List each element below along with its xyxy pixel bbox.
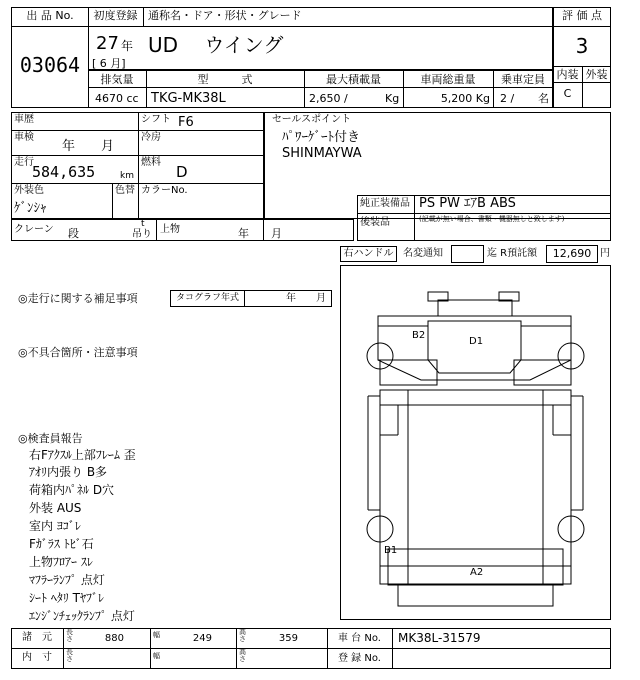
defects-title: ◎不具合箇所・注意事項 bbox=[18, 346, 138, 359]
lot-no-label: 出 品 No. bbox=[26, 9, 74, 22]
shift-label: シフト bbox=[141, 114, 171, 125]
inspection-label: 車検 bbox=[14, 132, 34, 143]
color-change-label: 色替 bbox=[115, 185, 135, 196]
inspector-line: 荷箱内ﾊﾟﾈﾙ D穴 bbox=[29, 483, 115, 497]
name-change-field bbox=[451, 245, 484, 263]
chassis-label: 車 台 No. bbox=[338, 633, 381, 644]
damage-mark: B1 bbox=[384, 545, 398, 556]
capacity-unit: 名 bbox=[538, 92, 549, 105]
inspector-line: Fｶﾞﾗｽ ﾄﾋﾞ石 bbox=[29, 537, 94, 551]
history-label: 車歴 bbox=[14, 114, 34, 125]
dims-label: 諸 元 bbox=[22, 632, 52, 643]
exterior-label: 外装 bbox=[585, 68, 608, 81]
max-load-unit: Kg bbox=[385, 92, 400, 105]
aftermarket-label: 後装品 bbox=[360, 217, 390, 228]
damage-mark: D1 bbox=[469, 336, 484, 347]
crane-label: クレーン bbox=[14, 224, 54, 235]
equip-value: PS PW ｴｱB ABS bbox=[419, 196, 516, 211]
grade-label: 評 価 点 bbox=[562, 9, 602, 22]
fuel-label: 燃料 bbox=[141, 157, 161, 168]
inspector-line: ｼｰﾄ ﾍﾀﾘ Tﾔﾌﾞﾚ bbox=[29, 591, 104, 605]
sales-point-label: セールスポイント bbox=[272, 114, 352, 125]
inspector-line: 右Fｱｸｽﾙ上部ﾌﾚｰﾑ 歪 bbox=[29, 448, 136, 462]
inner-height-label: 高さ bbox=[239, 648, 246, 664]
interior-label: 内装 bbox=[556, 68, 579, 81]
ext-color-label: 外装色 bbox=[14, 185, 44, 196]
fuel-value: D bbox=[176, 163, 188, 181]
inspector-line: 外装 AUS bbox=[29, 501, 82, 515]
width-label: 幅 bbox=[153, 631, 160, 639]
sales-point-line-1: ﾊﾟﾜｰｹﾞｰﾄ付き bbox=[282, 130, 361, 145]
upper-label: 上物 bbox=[160, 224, 180, 235]
driving-title: ◎走行に関する補足事項 bbox=[18, 292, 138, 305]
handle-value: 右ハンドル bbox=[343, 248, 394, 259]
mileage-unit: km bbox=[120, 171, 134, 181]
model-value: TKG-MK38L bbox=[151, 91, 226, 106]
length-value: 880 bbox=[104, 633, 124, 644]
inspector-line: ｴﾝｼﾞﾝﾁｪｯｸﾗﾝﾌﾟ 点灯 bbox=[29, 609, 135, 623]
inspector-line: ﾏﾌﾗｰﾗﾝﾌﾟ 点灯 bbox=[29, 573, 105, 587]
color-no-label: カラーNo. bbox=[141, 185, 188, 196]
inspector-title: ◎検査員報告 bbox=[18, 432, 83, 445]
damage-mark: B2 bbox=[412, 330, 426, 341]
displacement-label: 排気量 bbox=[100, 73, 134, 86]
name-change-label: 名変通知 bbox=[403, 248, 443, 259]
width-value: 249 bbox=[192, 633, 212, 644]
crane-lift: 吊り bbox=[132, 229, 152, 240]
capacity-label: 乗車定員 bbox=[501, 73, 545, 86]
lot-no-value: 03064 bbox=[19, 53, 81, 77]
tacho-label: タコグラフ年式 bbox=[176, 293, 240, 303]
r-deposit-value: 12,690 bbox=[552, 247, 592, 260]
first-reg-month: [ 6 月] bbox=[92, 57, 126, 70]
equip-label: 純正装備品 bbox=[360, 198, 410, 209]
car-name: UD ウイング bbox=[148, 33, 284, 57]
grade-value: 3 bbox=[575, 34, 589, 58]
inner-width-label: 幅 bbox=[153, 652, 160, 660]
inspector-line: 室内 ﾖｺﾞﾚ bbox=[29, 519, 81, 533]
yen-unit: 円 bbox=[600, 248, 610, 259]
damage-mark: A2 bbox=[470, 567, 484, 578]
mileage-value: 584,635 bbox=[32, 163, 96, 181]
max-load-label: 最大積載量 bbox=[326, 73, 381, 86]
inspection-value: 年 月 bbox=[62, 139, 115, 154]
reg-label: 登 録 No. bbox=[338, 653, 381, 664]
interior-value: C bbox=[563, 87, 572, 100]
inspector-line: ｱｵﾘ内張り B多 bbox=[29, 465, 108, 479]
gross-weight-value: 5,200 Kg bbox=[440, 92, 490, 105]
ac-label: 冷房 bbox=[141, 132, 161, 143]
upper-value: 年 月 bbox=[238, 227, 282, 240]
chassis-value: MK38L-31579 bbox=[398, 631, 481, 645]
name-label: 通称名・ドア・形状・グレード bbox=[148, 9, 302, 22]
ext-color-value: ｹﾞﾝｼｬ bbox=[14, 201, 47, 216]
first-reg-year: 27 bbox=[96, 33, 119, 54]
first-reg-label: 初度登録 bbox=[93, 9, 138, 22]
crane-t: t bbox=[141, 219, 145, 229]
inspector-line: 上物ﾌﾛｱｰ ｽﾚ bbox=[29, 555, 93, 569]
sales-point-line-2: SHINMAYWA bbox=[282, 146, 362, 161]
max-load-value: 2,650 / bbox=[309, 92, 348, 105]
displacement-value: 4670 cc bbox=[95, 92, 139, 105]
r-deposit-label: 迄 R預託額 bbox=[487, 248, 538, 259]
model-label: 型 式 bbox=[197, 73, 253, 86]
first-reg-year-unit: 年 bbox=[121, 39, 134, 53]
shift-value: F6 bbox=[178, 115, 194, 130]
height-value: 359 bbox=[278, 633, 298, 644]
crane-stage: 段 bbox=[68, 227, 79, 240]
inner-label: 内 寸 bbox=[22, 652, 52, 663]
length-label: 長さ bbox=[66, 628, 73, 644]
inner-length-label: 長さ bbox=[66, 648, 73, 664]
aftermarket-note: (記載が無い場合、書類・機器無しと致します) bbox=[419, 215, 565, 223]
tacho-value: 年 月 bbox=[286, 293, 326, 304]
mileage-label: 走行 bbox=[14, 157, 34, 168]
gross-weight-label: 車両総重量 bbox=[420, 73, 476, 86]
height-label: 高さ bbox=[239, 628, 246, 644]
capacity-value: 2 / bbox=[500, 92, 515, 105]
